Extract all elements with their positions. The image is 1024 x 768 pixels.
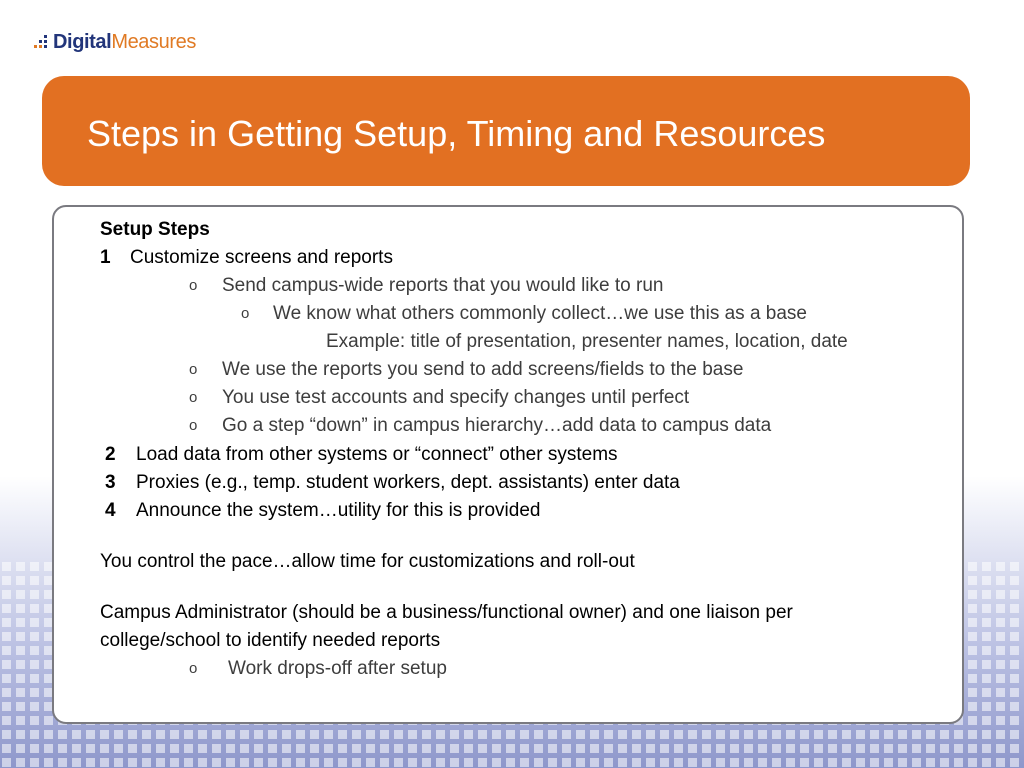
bullet-marker: o <box>241 305 250 322</box>
bullet-marker: o <box>189 277 198 294</box>
setup-steps-heading: Setup Steps <box>100 219 210 240</box>
step-1-text: Customize screens and reports <box>130 247 393 268</box>
step-4-number: 4 <box>105 500 116 521</box>
sub-bullet-1: Send campus-wide reports that you would like to run <box>222 275 664 296</box>
admin-sub-bullet: Work drops-off after setup <box>228 658 447 679</box>
title-banner <box>42 76 970 186</box>
step-3-number: 3 <box>105 472 116 493</box>
sub-bullet-5: Go a step “down” in campus hierarchy…add data to campus data <box>222 415 772 436</box>
bullet-marker: o <box>189 417 198 434</box>
bullet-marker: o <box>189 660 198 677</box>
slide-title: Steps in Getting Setup, Timing and Resources <box>87 113 826 154</box>
pace-text: You control the pace…allow time for customizations and roll-out <box>100 551 635 572</box>
step-2-text: Load data from other systems or “connect” other systems <box>136 444 618 465</box>
step-4-text: Announce the system…utility for this is provided <box>136 500 541 521</box>
step-2-number: 2 <box>105 444 116 465</box>
sub-bullet-4: You use test accounts and specify changes until perfect <box>222 387 690 408</box>
bullet-marker: o <box>189 389 198 406</box>
sub-bullet-3: We use the reports you send to add screens/fields to the base <box>222 359 744 380</box>
bullet-marker: o <box>189 361 198 378</box>
sub-bullet-2: We know what others commonly collect…we use this as a base <box>273 303 807 324</box>
step-1-number: 1 <box>100 247 111 268</box>
example-line: Example: title of presentation, presenter names, location, date <box>326 331 848 352</box>
admin-text-line1: Campus Administrator (should be a business/functional owner) and one liaison per <box>100 602 793 623</box>
logo-text-measures: Measures <box>111 30 196 53</box>
step-3-text: Proxies (e.g., temp. student workers, dept. assistants) enter data <box>136 472 680 493</box>
logo-dots-icon <box>34 34 52 50</box>
brand-logo <box>34 29 196 55</box>
logo-text-digital: Digital <box>53 30 112 53</box>
admin-text-line2: college/school to identify needed reports <box>100 630 441 651</box>
